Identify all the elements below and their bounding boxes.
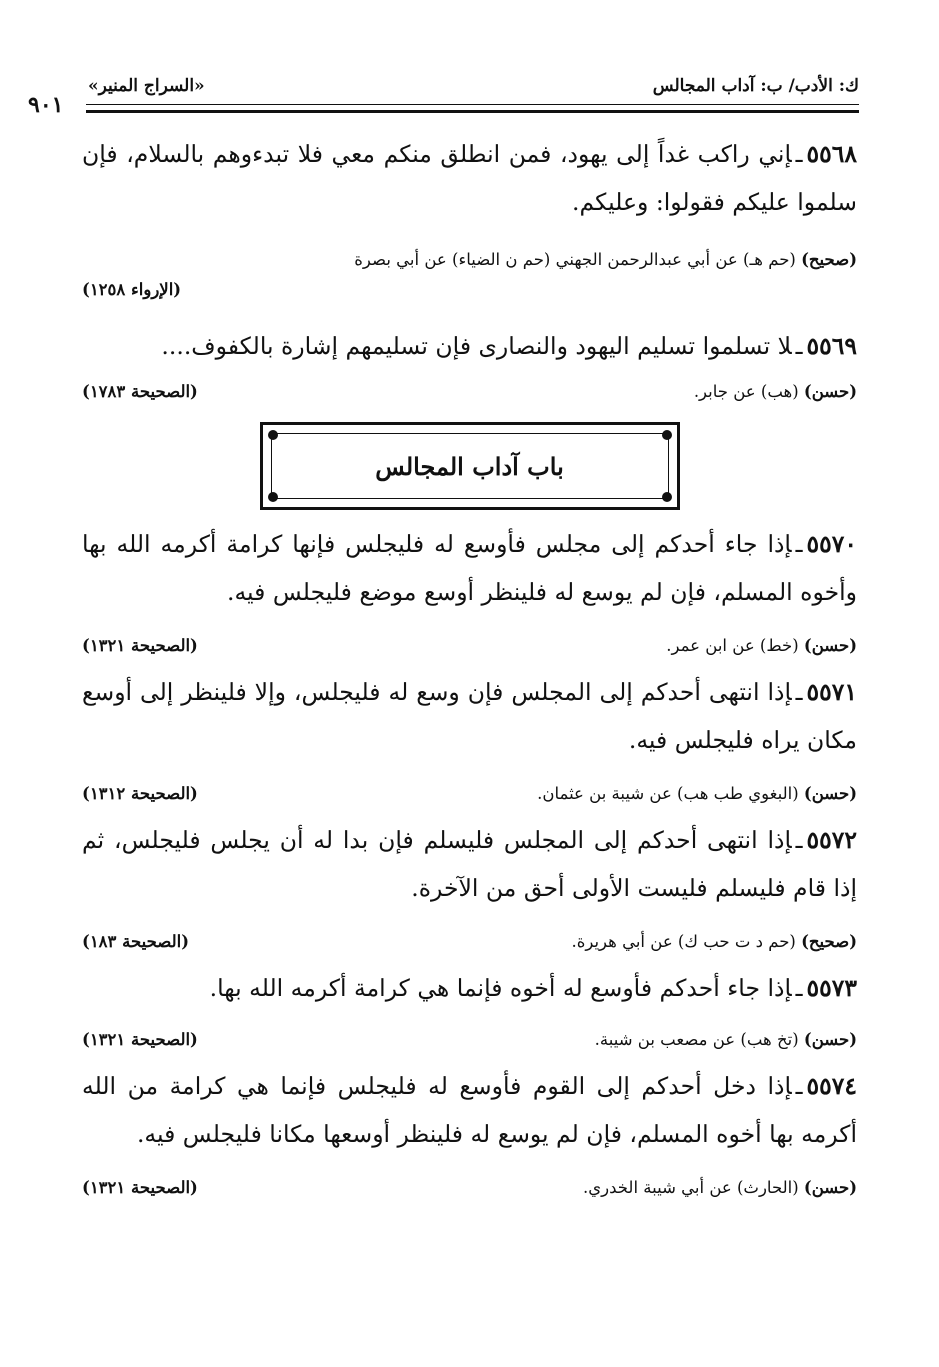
hadith-text-block xyxy=(82,964,857,1012)
hadith-text-block xyxy=(82,1062,857,1158)
hadith-text: إذا جاء أحدكم فأوسع له أخوه فإنما هي كرامة أكرمه الله بها. xyxy=(209,974,792,1002)
hadith-reference: (الإرواء ١٢٥٨) xyxy=(82,280,182,299)
hadith-reference: (الصحيحة ١٣٢١) xyxy=(82,1030,198,1049)
hadith-grade: (صحيح) xyxy=(801,250,857,269)
hadith-source-line xyxy=(82,378,857,408)
header-rule-thin xyxy=(86,104,859,105)
chapter-title: باب آداب المجالس xyxy=(375,451,564,481)
dash-separator: ـ xyxy=(795,678,803,706)
dash-separator: ـ xyxy=(795,826,803,854)
hadith-source xyxy=(354,250,857,269)
hadith-grade: (حسن) xyxy=(803,1178,857,1197)
hadith-grade: (صحيح) xyxy=(801,932,857,951)
hadith-grade: (حسن) xyxy=(803,382,857,401)
hadith-source-text: (تخ هب) عن مصعب بن شيبة. xyxy=(594,1030,799,1049)
hadith-reference-row xyxy=(82,280,857,310)
hadith-entry xyxy=(82,130,857,310)
dash-separator: ـ xyxy=(795,140,803,168)
hadith-reference: (الصحيحة ١٧٨٣) xyxy=(82,382,198,401)
hadith-text: إني راكب غداً إلى يهود، فمن انطلق منكم معي فلا تبدءوهم بالسلام، فإن سلموا عليكم فقولوا: وعليكم. xyxy=(82,140,857,216)
hadith-source-text: (خط) عن ابن عمر. xyxy=(666,636,799,655)
hadith-entry xyxy=(82,322,857,408)
hadith-source-line xyxy=(82,928,857,958)
hadith-text: إذا دخل أحدكم إلى القوم فأوسع له فليجلس فإنما هي كرامة من الله أكرمه بها أخوه المسلم، فإن لم يوسع له فلينظر أوسعها مكانا فليجلس فيه. xyxy=(82,1072,857,1148)
hadith-text: إذا جاء أحدكم إلى مجلس فأوسع له فليجلس فإنها كرامة أكرمه الله بها وأخوه المسلم، فإن لم يوسع له فلينظر أوسع موضع فليجلس فيه. xyxy=(82,530,857,606)
hadith-entry xyxy=(82,1062,857,1204)
hadith-text: إذا انتهى أحدكم إلى المجلس فليسلم فإن بدا له أن يجلس فليجلس، ثم إذا قام فليسلم فليست الأولى أحق من الآخرة. xyxy=(82,826,857,902)
hadith-source xyxy=(537,784,857,803)
hadith-number: ٥٥٦٨ xyxy=(806,140,857,168)
hadith-text: إذا انتهى أحدكم إلى المجلس فإن وسع له فليجلس، وإلا فلينظر إلى أوسع مكان يراه فليجلس فيه. xyxy=(82,678,857,754)
hadith-text-block xyxy=(82,668,857,764)
hadith-source-text: (حم هـ) عن أبي عبدالرحمن الجهني (حم ن الضياء) عن أبي بصرة xyxy=(354,250,796,269)
hadith-entry xyxy=(82,520,857,662)
page-body xyxy=(82,130,857,1204)
chapter-heading-box xyxy=(260,422,680,510)
hadith-source-line xyxy=(82,632,857,662)
hadith-reference: (الصحيحة ١٣٢١) xyxy=(82,1178,198,1197)
dash-separator: ـ xyxy=(795,1072,803,1100)
hadith-source xyxy=(571,932,857,951)
dash-separator: ـ xyxy=(795,530,803,558)
hadith-number: ٥٥٧٠ xyxy=(806,530,857,558)
hadith-source-line xyxy=(82,1026,857,1056)
hadith-text-block xyxy=(82,816,857,912)
hadith-source xyxy=(666,636,857,655)
hadith-number: ٥٥٧٤ xyxy=(806,1072,857,1100)
hadith-text-block xyxy=(82,520,857,616)
running-title-book: «السراج المنير» xyxy=(88,76,205,96)
hadith-number: ٥٥٧١ xyxy=(806,678,857,706)
hadith-entry xyxy=(82,964,857,1056)
hadith-source xyxy=(694,382,857,401)
hadith-source-line xyxy=(82,1174,857,1204)
hadith-reference: (الصحيحة ١٣١٢) xyxy=(82,784,198,803)
running-title-chapter: ك: الأدب/ ب: آداب المجالس xyxy=(652,76,859,96)
hadith-reference: (الصحيحة ١٨٣) xyxy=(82,932,190,951)
hadith-source-line xyxy=(82,780,857,810)
chapter-heading-frame xyxy=(271,433,669,499)
hadith-grade: (حسن) xyxy=(803,636,857,655)
hadith-source-line xyxy=(82,246,857,276)
hadith-source-text: (الحارث) عن أبي شيبة الخدري. xyxy=(582,1178,799,1197)
dash-separator: ـ xyxy=(795,332,803,360)
hadith-reference: (الصحيحة ١٣٢١) xyxy=(82,636,198,655)
hadith-text-block xyxy=(82,130,857,226)
hadith-number: ٥٥٧٢ xyxy=(806,826,857,854)
hadith-source xyxy=(583,1178,857,1197)
hadith-entry xyxy=(82,668,857,810)
hadith-number: ٥٥٦٩ xyxy=(806,332,857,360)
header-rule-thick xyxy=(86,110,859,113)
hadith-grade: (حسن) xyxy=(803,784,857,803)
hadith-source xyxy=(595,1030,857,1049)
hadith-number: ٥٥٧٣ xyxy=(806,974,857,1002)
hadith-source-text: (هب) عن جابر. xyxy=(693,382,799,401)
hadith-source-text: (البغوي طب هب) عن شيبة بن عثمان. xyxy=(537,784,799,803)
page-number: ٩٠١ xyxy=(28,92,64,118)
dash-separator: ـ xyxy=(795,974,803,1002)
hadith-text: لا تسلموا تسليم اليهود والنصارى فإن تسليمهم إشارة بالكفوف.... xyxy=(161,332,792,360)
hadith-source-text: (حم د ت حب ك) عن أبي هريرة. xyxy=(571,932,796,951)
hadith-text-block xyxy=(82,322,857,370)
running-header xyxy=(28,70,859,110)
hadith-entry xyxy=(82,816,857,958)
hadith-grade: (حسن) xyxy=(803,1030,857,1049)
